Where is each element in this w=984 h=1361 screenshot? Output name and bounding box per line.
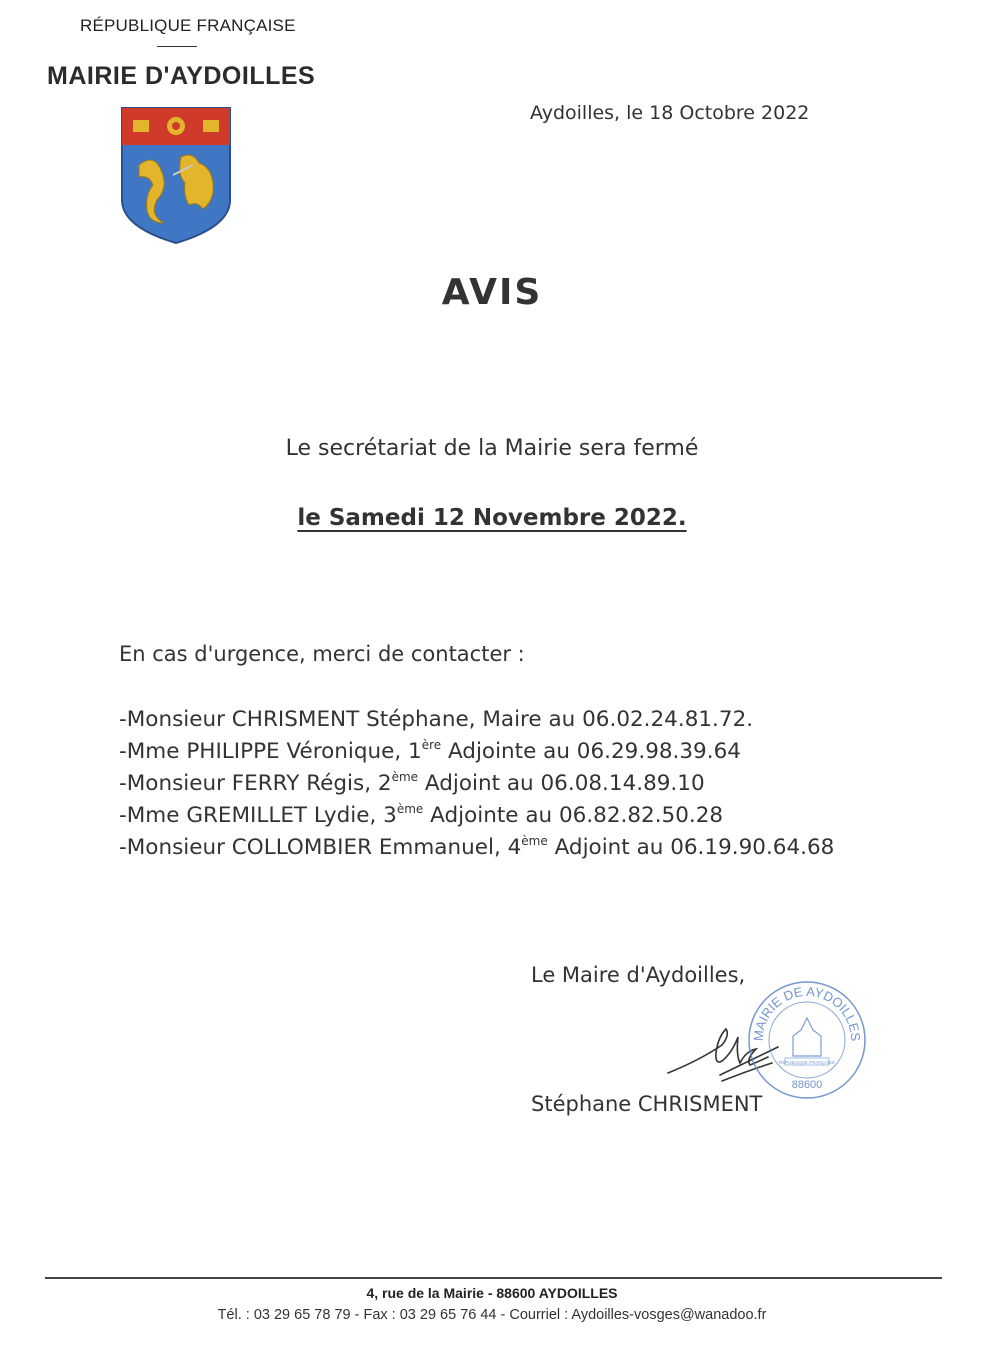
stamp-top-text: MAIRIE DE AYDOILLES xyxy=(750,983,864,1042)
contact-item: -Monsieur CHRISMENT Stéphane, Maire au 06.02.24.81.72. xyxy=(119,707,754,732)
header-divider xyxy=(157,46,197,47)
stamp-band-text: RÉPUBLIQUE FRANÇAISE xyxy=(778,1060,836,1065)
date-line: Aydoilles, le 18 Octobre 2022 xyxy=(530,102,810,124)
signoff: Le Maire d'Aydoilles, xyxy=(531,963,746,987)
contact-list xyxy=(119,704,834,864)
footer-contact: Tél. : 03 29 65 78 79 - Fax : 03 29 65 76 44 - Courriel : Aydoilles-vosges@wanadoo.fr xyxy=(217,1307,767,1323)
coat-chief-square-right xyxy=(203,120,219,132)
closure-date xyxy=(0,505,984,531)
document-title: AVIS xyxy=(441,272,543,313)
mairie-title: MAIRIE D'AYDOILLES xyxy=(47,62,316,90)
stamp-emblem-icon xyxy=(793,1018,821,1056)
closure-date-text: le Samedi 12 Novembre 2022. xyxy=(297,505,687,531)
footer-divider xyxy=(45,1277,942,1279)
closure-notice: Le secrétariat de la Mairie sera fermé xyxy=(285,436,699,461)
svg-text:MAIRIE DE AYDOILLES xyxy=(751,984,863,1042)
coat-of-arms-icon xyxy=(119,105,233,245)
contact-item: -Monsieur FERRY Régis, 2ème Adjoint au 06.08.14.89.10 xyxy=(119,770,705,796)
contact-item: -Mme GREMILLET Lydie, 3ème Adjointe au 06.82.82.50.28 xyxy=(119,802,724,828)
urgence-intro: En cas d'urgence, merci de contacter : xyxy=(119,642,525,666)
contact-item: -Mme PHILIPPE Véronique, 1ère Adjointe au 06.29.98.39.64 xyxy=(119,738,741,764)
stamp-code: 88600 xyxy=(791,1079,823,1091)
signer-name: Stéphane CHRISMENT xyxy=(531,1092,763,1116)
mairie-stamp xyxy=(745,978,869,1102)
republique-francaise-label: RÉPUBLIQUE FRANÇAISE xyxy=(80,16,296,35)
coat-chief-square-left xyxy=(133,120,149,132)
stamp-inner-ring xyxy=(769,1002,845,1078)
contact-item: -Monsieur COLLOMBIER Emmanuel, 4ème Adjoint au 06.19.90.64.68 xyxy=(119,834,835,860)
footer-address: 4, rue de la Mairie - 88600 AYDOILLES xyxy=(366,1285,618,1301)
